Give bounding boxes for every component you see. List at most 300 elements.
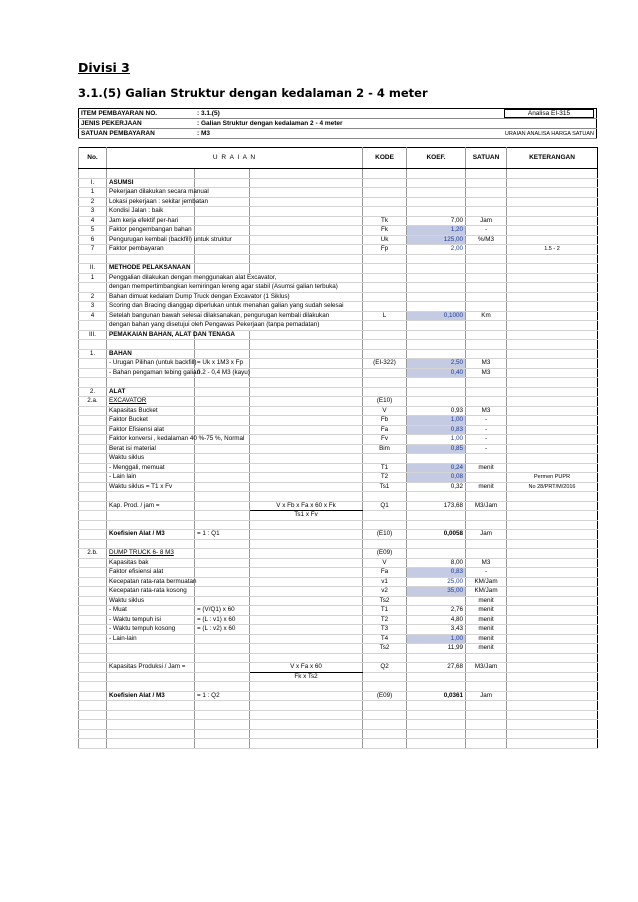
row-description: Setelah bangunan bawah selesai dilaksanakan, pengurugan kembali dilakukan: [107, 311, 195, 321]
row-number: 2.: [79, 387, 107, 397]
row-formula: [195, 520, 250, 530]
row-kode: [363, 207, 407, 217]
row-keterangan: [507, 530, 598, 540]
row-formula-detail: [250, 378, 363, 388]
row-satuan: [466, 454, 507, 464]
row-formula-detail: [250, 729, 363, 739]
row-koef: 35,00: [407, 587, 466, 597]
table-row: [79, 435, 598, 445]
row-number: [79, 520, 107, 530]
row-number: 2: [79, 292, 107, 302]
row-koef: [407, 330, 466, 340]
row-satuan: M3: [466, 359, 507, 369]
row-number: [79, 416, 107, 426]
row-satuan: Jam: [466, 691, 507, 701]
row-keterangan: [507, 596, 598, 606]
table-row: [79, 425, 598, 435]
row-formula-detail: [250, 188, 363, 198]
row-formula: [195, 169, 250, 179]
row-satuan: [466, 207, 507, 217]
row-description: DUMP TRUCK 6- 8 M3: [107, 549, 195, 559]
row-satuan: [466, 720, 507, 730]
table-row: [79, 520, 598, 530]
row-kode: (EI-322): [363, 359, 407, 369]
row-description: [107, 701, 195, 711]
row-koef: 0,85: [407, 444, 466, 454]
row-keterangan: [507, 539, 598, 549]
row-description: [107, 254, 195, 264]
row-kode: Fb: [363, 416, 407, 426]
row-kode: Fa: [363, 568, 407, 578]
table-row: [79, 321, 598, 331]
row-formula-detail: [250, 444, 363, 454]
row-formula-detail: [250, 197, 363, 207]
row-description: dengan mempertimbangkan kemiringan lereng agar stabil (Asumsi galian terbuka): [107, 283, 195, 293]
row-number: 6: [79, 235, 107, 245]
row-number: [79, 359, 107, 369]
table-row: [79, 606, 598, 616]
row-description: Kapasitas Bucket: [107, 406, 195, 416]
row-keterangan: 1.5 - 2: [507, 245, 598, 255]
row-number: [79, 378, 107, 388]
row-kode: T3: [363, 625, 407, 635]
row-satuan: [466, 245, 507, 255]
row-formula: [195, 511, 250, 521]
row-kode: T2: [363, 615, 407, 625]
row-description: Kondisi Jalan : baik: [107, 207, 195, 217]
row-description: ALAT: [107, 387, 195, 397]
row-satuan: M3: [466, 558, 507, 568]
row-formula-detail: [250, 368, 363, 378]
row-formula: [195, 416, 250, 426]
row-description: Waktu siklus: [107, 596, 195, 606]
row-formula: [195, 406, 250, 416]
row-formula-detail: [250, 349, 363, 359]
row-satuan: M3/Jam: [466, 663, 507, 673]
table-row: [79, 330, 598, 340]
row-formula-detail: [250, 482, 363, 492]
table-row: [79, 729, 598, 739]
table-row: [79, 378, 598, 388]
table-row: [79, 169, 598, 179]
row-formula-detail: [250, 587, 363, 597]
row-description: ASUMSI: [107, 178, 195, 188]
row-description: Waktu siklus = T1 x Fv: [107, 482, 195, 492]
row-number: [79, 634, 107, 644]
row-description: [107, 539, 195, 549]
row-kode: [363, 701, 407, 711]
table-row: [79, 416, 598, 426]
row-koef: [407, 596, 466, 606]
row-number: 1: [79, 273, 107, 283]
row-number: [79, 710, 107, 720]
row-description: [107, 340, 195, 350]
row-satuan: [466, 473, 507, 483]
row-description: - Bahan pengaman tebing galian: [107, 368, 195, 378]
row-keterangan: [507, 511, 598, 521]
row-satuan: [466, 283, 507, 293]
row-kode: Q2: [363, 663, 407, 673]
row-satuan: menit: [466, 606, 507, 616]
row-formula: [195, 634, 250, 644]
row-kode: [363, 169, 407, 179]
row-satuan: -: [466, 425, 507, 435]
table-row: [79, 720, 598, 730]
row-number: [79, 587, 107, 597]
row-description: [107, 682, 195, 692]
row-koef: 0,0058: [407, 530, 466, 540]
row-satuan: [466, 511, 507, 521]
row-kode: L: [363, 311, 407, 321]
row-keterangan: [507, 663, 598, 673]
row-kode: [363, 378, 407, 388]
row-kode: [363, 739, 407, 749]
row-formula: [195, 425, 250, 435]
table-row: [79, 387, 598, 397]
row-satuan: menit: [466, 625, 507, 635]
row-keterangan: [507, 416, 598, 426]
row-koef: 7,00: [407, 216, 466, 226]
row-koef: [407, 254, 466, 264]
row-formula: = Uk x 1M3 x Fp: [195, 359, 250, 369]
row-formula-detail: [250, 691, 363, 701]
row-keterangan: [507, 254, 598, 264]
table-row: [79, 558, 598, 568]
row-keterangan: [507, 625, 598, 635]
row-koef: 27,68: [407, 663, 466, 673]
row-koef: 4,80: [407, 615, 466, 625]
row-number: 7: [79, 245, 107, 255]
table-row: [79, 511, 598, 521]
row-koef: 173,68: [407, 501, 466, 511]
row-kode: [363, 340, 407, 350]
row-satuan: [466, 292, 507, 302]
row-description: [107, 720, 195, 730]
row-formula: [195, 454, 250, 464]
table-row: [79, 701, 598, 711]
row-description: [107, 710, 195, 720]
row-formula: = (V/Q1) x 60: [195, 606, 250, 616]
row-satuan: [466, 273, 507, 283]
row-satuan: Jam: [466, 530, 507, 540]
row-kode: v1: [363, 577, 407, 587]
row-description: - Menggali, memuat: [107, 463, 195, 473]
row-keterangan: [507, 644, 598, 654]
row-description: - Lain-lain: [107, 634, 195, 644]
row-koef: [407, 653, 466, 663]
row-keterangan: [507, 587, 598, 597]
row-kode: [363, 520, 407, 530]
row-description: [107, 511, 195, 521]
table-row: [79, 245, 598, 255]
row-description: Scoring dan Bracing dianggap diperlukan untuk menahan galian yang sudah selesai: [107, 302, 195, 312]
row-formula: [195, 539, 250, 549]
row-formula-detail: [250, 558, 363, 568]
row-satuan: [466, 672, 507, 682]
row-formula: [195, 558, 250, 568]
row-koef: 25,00: [407, 577, 466, 587]
row-formula: [195, 644, 250, 654]
row-description: Pekerjaan dilakukan secara manual: [107, 188, 195, 198]
row-satuan: [466, 520, 507, 530]
jenis-value: : Galian Struktur dengan kedalaman 2 - 4 meter: [195, 119, 502, 129]
row-formula: [195, 568, 250, 578]
col-koef: KOEF.: [407, 148, 466, 169]
table-row: [79, 539, 598, 549]
row-satuan: [466, 492, 507, 502]
row-number: [79, 729, 107, 739]
row-description: Kapasitas Produksi / Jam =: [107, 663, 195, 673]
table-row: [79, 501, 598, 511]
row-kode: Tk: [363, 216, 407, 226]
table-row: [79, 615, 598, 625]
row-number: [79, 283, 107, 293]
row-number: [79, 435, 107, 445]
row-formula: [195, 216, 250, 226]
row-number: [79, 444, 107, 454]
row-formula: [195, 701, 250, 711]
row-keterangan: Permen PUPR: [507, 473, 598, 483]
row-number: 5: [79, 226, 107, 236]
row-koef: 0,40: [407, 368, 466, 378]
row-formula-detail: [250, 216, 363, 226]
row-kode: Fv: [363, 435, 407, 445]
analysis-code: Analisa EI-315: [504, 109, 594, 118]
row-kode: [363, 710, 407, 720]
row-koef: 0,32: [407, 482, 466, 492]
row-formula: [195, 482, 250, 492]
row-kode: T1: [363, 463, 407, 473]
table-row: [79, 473, 598, 483]
row-number: [79, 254, 107, 264]
row-number: [79, 615, 107, 625]
row-number: II.: [79, 264, 107, 274]
row-formula: [195, 226, 250, 236]
row-description: [107, 653, 195, 663]
row-kode: [363, 178, 407, 188]
row-formula: [195, 463, 250, 473]
table-row: [79, 264, 598, 274]
row-satuan: [466, 653, 507, 663]
row-keterangan: [507, 672, 598, 682]
row-keterangan: [507, 729, 598, 739]
row-koef: [407, 178, 466, 188]
row-koef: 0,24: [407, 463, 466, 473]
row-description: Koefisien Alat / M3: [107, 530, 195, 540]
row-number: 1.: [79, 349, 107, 359]
row-satuan: [466, 340, 507, 350]
row-kode: [363, 197, 407, 207]
row-description: - Waktu tempuh isi: [107, 615, 195, 625]
row-number: 2.b.: [79, 549, 107, 559]
row-formula: [195, 492, 250, 502]
row-formula-detail: [250, 539, 363, 549]
row-description: Kap. Prod. / jam =: [107, 501, 195, 511]
row-formula: [195, 587, 250, 597]
row-formula: [195, 596, 250, 606]
row-kode: [363, 264, 407, 274]
row-kode: Uk: [363, 235, 407, 245]
row-koef: [407, 340, 466, 350]
col-kode: KODE: [363, 148, 407, 169]
row-koef: 125,00: [407, 235, 466, 245]
table-row: [79, 178, 598, 188]
row-number: 3: [79, 302, 107, 312]
row-description: Faktor Bucket: [107, 416, 195, 426]
row-formula-detail: [250, 644, 363, 654]
row-koef: [407, 739, 466, 749]
row-keterangan: No 28/PRT/M/2016: [507, 482, 598, 492]
row-kode: [363, 653, 407, 663]
row-formula-detail: [250, 330, 363, 340]
row-kode: [363, 672, 407, 682]
row-satuan: -: [466, 416, 507, 426]
row-satuan: -: [466, 435, 507, 445]
row-formula: [195, 710, 250, 720]
row-formula-detail: [250, 235, 363, 245]
row-koef: 1,00: [407, 634, 466, 644]
row-satuan: [466, 169, 507, 179]
table-row: [79, 311, 598, 321]
row-keterangan: [507, 435, 598, 445]
row-description: dengan bahan yang disetujui oleh Pengawas Pekerjaan (tanpa pemadatan): [107, 321, 195, 331]
row-formula-detail: [250, 568, 363, 578]
row-keterangan: [507, 273, 598, 283]
table-row: [79, 340, 598, 350]
table-row: [79, 349, 598, 359]
row-koef: [407, 539, 466, 549]
row-description: Faktor pembayaran: [107, 245, 195, 255]
row-formula-detail: [250, 207, 363, 217]
row-formula-detail: [250, 596, 363, 606]
row-formula: [195, 577, 250, 587]
row-satuan: M3: [466, 368, 507, 378]
col-satuan: SATUAN: [466, 148, 507, 169]
table-row: [79, 368, 598, 378]
row-kode: [363, 330, 407, 340]
row-formula-detail: [250, 178, 363, 188]
row-description: [107, 739, 195, 749]
row-number: [79, 321, 107, 331]
row-description: Faktor pengembangan bahan: [107, 226, 195, 236]
row-kode: [363, 321, 407, 331]
row-keterangan: [507, 653, 598, 663]
row-kode: [363, 720, 407, 730]
row-koef: 2,50: [407, 359, 466, 369]
row-satuan: [466, 264, 507, 274]
row-keterangan: [507, 178, 598, 188]
row-formula-detail: [250, 463, 363, 473]
row-koef: [407, 349, 466, 359]
row-satuan: [466, 397, 507, 407]
row-formula-detail: [250, 653, 363, 663]
row-description: [107, 729, 195, 739]
row-formula: [195, 254, 250, 264]
row-kode: (E10): [363, 397, 407, 407]
row-formula: [195, 340, 250, 350]
row-keterangan: [507, 444, 598, 454]
row-formula-detail: [250, 169, 363, 179]
row-formula-detail: [250, 530, 363, 540]
row-formula-detail: V x Fb x Fa x 60 x Fk: [250, 501, 363, 511]
row-satuan: [466, 197, 507, 207]
row-description: Penggalian dilakukan dengan menggunakan alat Excavator,: [107, 273, 195, 283]
row-keterangan: [507, 739, 598, 749]
table-row: [79, 235, 598, 245]
row-satuan: [466, 387, 507, 397]
row-koef: 8,00: [407, 558, 466, 568]
table-row: [79, 549, 598, 559]
table-row: [79, 625, 598, 635]
row-number: 4: [79, 216, 107, 226]
row-satuan: [466, 349, 507, 359]
row-formula-detail: [250, 359, 363, 369]
row-formula-detail: [250, 606, 363, 616]
row-formula-detail: [250, 634, 363, 644]
row-koef: [407, 701, 466, 711]
row-number: [79, 501, 107, 511]
row-description: Waktu siklus: [107, 454, 195, 464]
row-formula-detail: [250, 454, 363, 464]
row-satuan: KM/Jam: [466, 587, 507, 597]
row-keterangan: [507, 264, 598, 274]
table-row: [79, 682, 598, 692]
table-row: [79, 663, 598, 673]
row-koef: [407, 520, 466, 530]
row-keterangan: [507, 558, 598, 568]
row-formula-detail: [250, 245, 363, 255]
row-formula: [195, 672, 250, 682]
row-description: Faktor Efisiensi alat: [107, 425, 195, 435]
row-satuan: [466, 321, 507, 331]
row-satuan: menit: [466, 482, 507, 492]
row-satuan: [466, 178, 507, 188]
row-keterangan: [507, 454, 598, 464]
row-koef: 1,20: [407, 226, 466, 236]
row-formula-detail: Ts1 x Fv: [250, 511, 363, 521]
row-satuan: [466, 682, 507, 692]
row-number: [79, 340, 107, 350]
row-keterangan: [507, 197, 598, 207]
table-row: [79, 216, 598, 226]
row-kode: Ts1: [363, 482, 407, 492]
row-satuan: [466, 739, 507, 749]
row-number: [79, 511, 107, 521]
row-kode: T1: [363, 606, 407, 616]
row-formula-detail: [250, 397, 363, 407]
row-number: [79, 720, 107, 730]
row-satuan: [466, 254, 507, 264]
row-kode: [363, 254, 407, 264]
row-formula: [195, 473, 250, 483]
table-row: [79, 691, 598, 701]
satuan-label: SATUAN PEMBAYARAN: [79, 129, 196, 139]
row-keterangan: [507, 283, 598, 293]
row-koef: [407, 302, 466, 312]
row-formula-detail: [250, 625, 363, 635]
row-formula-detail: [250, 416, 363, 426]
row-satuan: menit: [466, 596, 507, 606]
col-keterangan: KETERANGAN: [507, 148, 598, 169]
row-number: 2: [79, 197, 107, 207]
row-keterangan: [507, 701, 598, 711]
row-koef: [407, 197, 466, 207]
row-number: [79, 672, 107, 682]
table-row: [79, 492, 598, 502]
row-kode: (E09): [363, 549, 407, 559]
analysis-table: [78, 147, 598, 749]
row-formula: [195, 178, 250, 188]
